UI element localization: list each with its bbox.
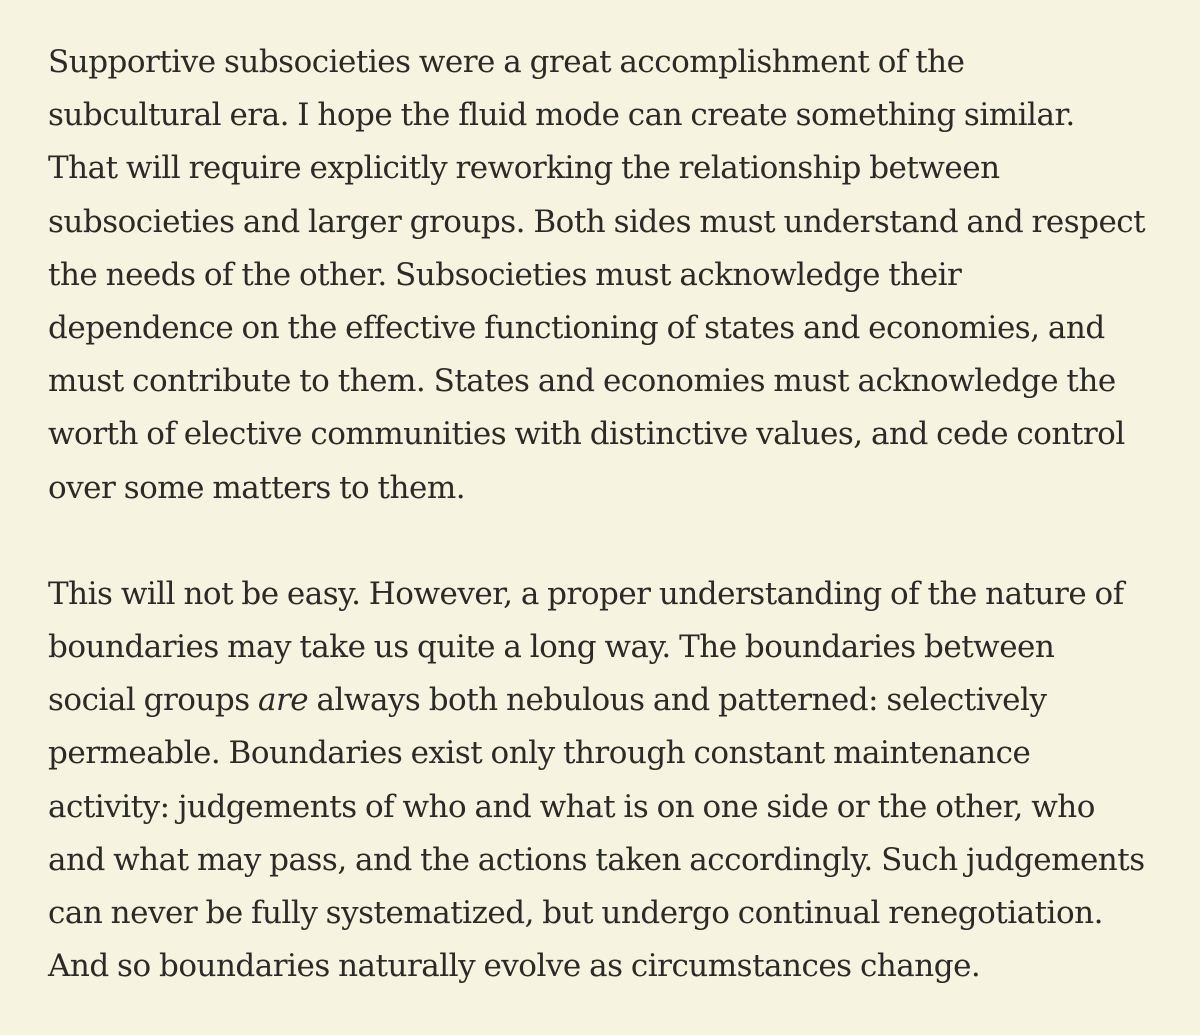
text-line: permeable. Boundaries exist only through constant maintenance xyxy=(48,735,1031,772)
text-line: dependence on the effective functioning of states and economies, and xyxy=(48,310,1105,347)
text-segment: always both nebulous and patterned: selectively xyxy=(308,682,1047,719)
text-line: worth of elective communities with distinctive values, and cede control xyxy=(48,416,1125,453)
text-line: must contribute to them. States and economies must acknowledge the xyxy=(48,363,1116,400)
text-line: Supportive subsocieties were a great accomplishment of the xyxy=(48,44,965,80)
text-line: over some matters to them. xyxy=(48,469,466,506)
paragraph-subsocieties xyxy=(48,36,1160,515)
text-line: That will require explicitly reworking the relationship between xyxy=(48,150,1000,187)
text-line-with-emphasis xyxy=(48,674,1160,727)
text-segment: social groups xyxy=(48,682,258,719)
text-line: the needs of the other. Subsocieties must acknowledge their xyxy=(48,256,962,293)
text-line: This will not be easy. However, a proper understanding of the nature of xyxy=(48,575,1124,612)
text-line: can never be fully systematized, but undergo continual renegotiation. xyxy=(48,895,1103,932)
text-line: activity: judgements of who and what is on one side or the other, who xyxy=(48,788,1095,825)
text-line: boundaries may take us quite a long way. The boundaries between xyxy=(48,629,1055,666)
text-line: subcultural era. I hope the fluid mode can create something similar. xyxy=(48,97,1075,134)
text-line: and what may pass, and the actions taken accordingly. Such judgements xyxy=(48,841,1145,878)
text-line: subsocieties and larger groups. Both sides must understand and respect xyxy=(48,203,1146,240)
paragraph-boundaries xyxy=(48,568,1160,994)
text-line: And so boundaries naturally evolve as circumstances change. xyxy=(48,948,981,985)
emphasized-word: are xyxy=(258,682,309,719)
